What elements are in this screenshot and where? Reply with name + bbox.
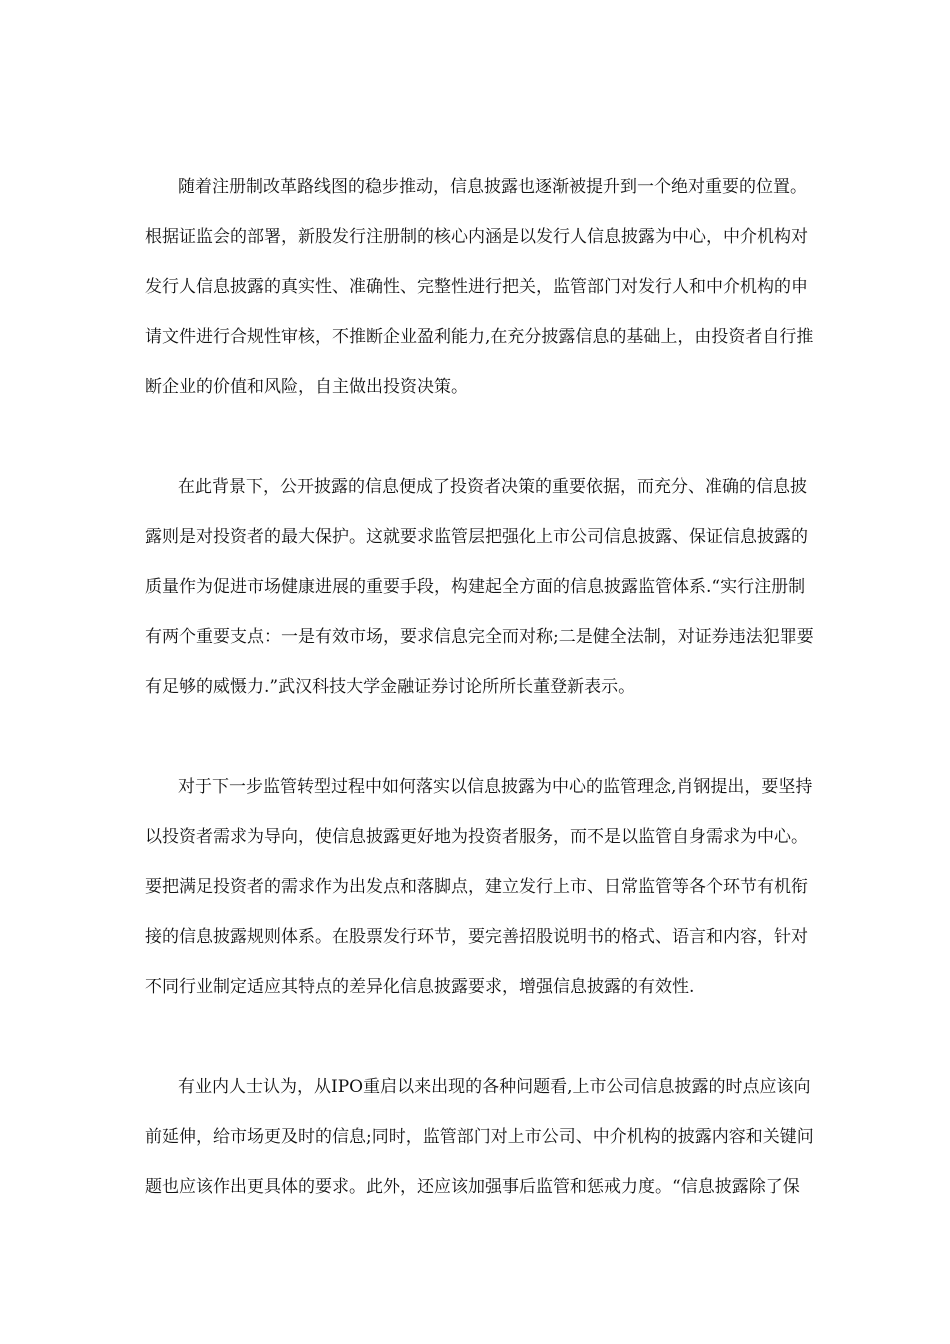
paragraph-4 <box>145 1062 814 1212</box>
paragraph-line: 对于下一步监管转型过程中如何落实以信息披露为中心的监管理念,肖钢提出，要坚持 <box>178 777 813 797</box>
paragraph-line: 接的信息披露规则体系。在股票发行环节，要完善招股说明书的格式、语言和内容，针对 <box>145 927 808 947</box>
paragraph-line: 随着注册制改革路线图的稳步推动，信息披露也逐渐被提升到一个绝对重要的位置。 <box>178 177 807 197</box>
paragraph-line: 根据证监会的部署，新股发行注册制的核心内涵是以发行人信息披露为中心，中介机构对 <box>145 227 808 247</box>
paragraph-line: 前延伸，给市场更及时的信息;同时，监管部门对上市公司、中介机构的披露内容和关键问 <box>145 1127 814 1147</box>
paragraph-line: 有业内人士认为，从IPO重启以来出现的各种问题看,上市公司信息披露的时点应该向 <box>178 1077 811 1097</box>
paragraph-line: 断企业的价值和风险，自主做出投资决策。 <box>145 377 468 397</box>
paragraph-line: 请文件进行合规性审核，不推断企业盈利能力,在充分披露信息的基础上，由投资者自行推 <box>145 327 814 347</box>
paragraph-3 <box>145 762 813 1012</box>
paragraph-line: 发行人信息披露的真实性、准确性、完整性进行把关，监管部门对发行人和中介机构的申 <box>145 277 808 297</box>
paragraph-line: 有足够的威慑力.”武汉科技大学金融证券讨论所所长董登新表示。 <box>145 677 636 697</box>
paragraph-line: 有两个重要支点：一是有效市场，要求信息完全而对称;二是健全法制，对证券违法犯罪要 <box>145 627 814 647</box>
paragraph-2 <box>145 462 814 712</box>
paragraph-line: 在此背景下，公开披露的信息便成了投资者决策的重要依据，而充分、准确的信息披 <box>178 477 807 497</box>
paragraph-line: 题也应该作出更具体的要求。此外，还应该加强事后监管和惩戒力度。“信息披露除了保 <box>145 1177 800 1197</box>
paragraph-line: 质量作为促进市场健康进展的重要手段，构建起全方面的信息披露监管体系.“实行注册制 <box>145 577 806 597</box>
paragraph-line: 以投资者需求为导向，使信息披露更好地为投资者服务，而不是以监管自身需求为中心。 <box>145 827 808 847</box>
paragraph-line: 露则是对投资者的最大保护。这就要求监管层把强化上市公司信息披露、保证信息披露的 <box>145 527 808 547</box>
paragraph-line: 不同行业制定适应其特点的差异化信息披露要求，增强信息披露的有效性. <box>145 977 695 997</box>
paragraph-1 <box>145 162 814 412</box>
paragraph-line: 要把满足投资者的需求作为出发点和落脚点，建立发行上市、日常监管等各个环节有机衔 <box>145 877 808 897</box>
